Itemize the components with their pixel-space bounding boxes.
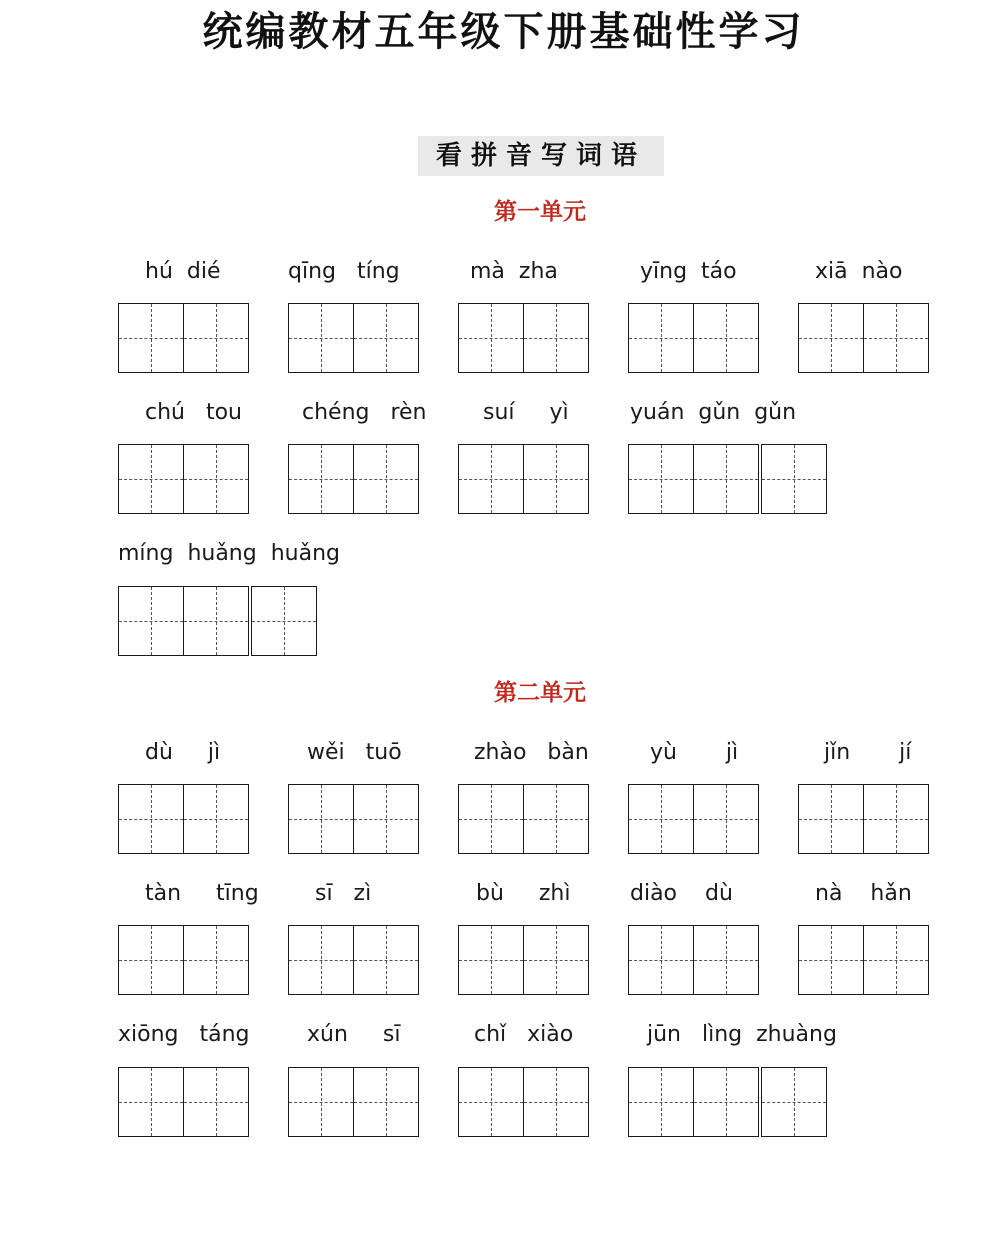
writing-grid <box>118 444 247 514</box>
pinyin-label: xiōng táng <box>118 1022 250 1047</box>
page-title: 统编教材五年级下册基础性学习 <box>202 9 805 55</box>
tianzige-cell[interactable] <box>523 784 589 854</box>
writing-grid <box>798 925 927 995</box>
pinyin-label: nà hǎn <box>815 881 912 906</box>
pinyin-label: tàn tīng <box>145 881 259 906</box>
writing-grid <box>628 444 826 514</box>
pinyin-label: míng huǎng huǎng <box>118 541 340 566</box>
tianzige-cell[interactable] <box>458 444 524 514</box>
pinyin-label: xiā nào <box>815 259 903 284</box>
writing-grid <box>458 1067 587 1137</box>
tianzige-cell[interactable] <box>523 925 589 995</box>
writing-grid <box>458 925 587 995</box>
tianzige-cell[interactable] <box>118 784 184 854</box>
pinyin-label: hú dié <box>145 259 221 284</box>
tianzige-cell[interactable] <box>118 925 184 995</box>
tianzige-cell[interactable] <box>251 586 317 656</box>
tianzige-cell[interactable] <box>628 303 694 373</box>
tianzige-cell[interactable] <box>288 925 354 995</box>
tianzige-cell[interactable] <box>458 303 524 373</box>
tianzige-cell[interactable] <box>288 784 354 854</box>
writing-grid <box>288 444 417 514</box>
tianzige-cell[interactable] <box>353 303 419 373</box>
pinyin-label: suí yì <box>483 400 569 425</box>
tianzige-cell[interactable] <box>458 784 524 854</box>
pinyin-label: mà zha <box>470 259 558 284</box>
pinyin-label: yīng táo <box>640 259 737 284</box>
writing-grid <box>288 1067 417 1137</box>
tianzige-cell[interactable] <box>288 1067 354 1137</box>
tianzige-cell[interactable] <box>628 1067 694 1137</box>
writing-grid <box>118 925 247 995</box>
writing-grid <box>628 303 757 373</box>
tianzige-cell[interactable] <box>761 1067 827 1137</box>
tianzige-cell[interactable] <box>183 586 249 656</box>
tianzige-cell[interactable] <box>863 925 929 995</box>
writing-grid <box>288 784 417 854</box>
tianzige-cell[interactable] <box>798 925 864 995</box>
writing-grid <box>458 784 587 854</box>
pinyin-label: qīng tíng <box>288 259 400 284</box>
tianzige-cell[interactable] <box>183 784 249 854</box>
pinyin-label: yuán gǔn gǔn <box>630 400 797 425</box>
tianzige-cell[interactable] <box>183 925 249 995</box>
pinyin-label: chéng rèn <box>302 400 427 425</box>
pinyin-label: jūn lìng zhuàng <box>647 1022 837 1047</box>
pinyin-label: sī zì <box>315 881 372 906</box>
writing-grid <box>798 303 927 373</box>
tianzige-cell[interactable] <box>693 303 759 373</box>
tianzige-cell[interactable] <box>693 925 759 995</box>
tianzige-cell[interactable] <box>118 444 184 514</box>
tianzige-cell[interactable] <box>628 444 694 514</box>
pinyin-label: xún sī <box>307 1022 401 1047</box>
tianzige-cell[interactable] <box>353 925 419 995</box>
tianzige-cell[interactable] <box>523 303 589 373</box>
tianzige-cell[interactable] <box>693 1067 759 1137</box>
tianzige-cell[interactable] <box>183 303 249 373</box>
section-heading: 看拼音写词语 <box>418 136 664 176</box>
writing-grid <box>798 784 927 854</box>
tianzige-cell[interactable] <box>353 1067 419 1137</box>
writing-grid <box>118 784 247 854</box>
writing-grid <box>458 444 587 514</box>
tianzige-cell[interactable] <box>523 1067 589 1137</box>
tianzige-cell[interactable] <box>693 444 759 514</box>
tianzige-cell[interactable] <box>628 784 694 854</box>
writing-grid <box>288 925 417 995</box>
pinyin-label: diào dù <box>630 881 733 906</box>
pinyin-label: dù jì <box>145 740 221 765</box>
pinyin-label: jǐn jí <box>824 740 912 765</box>
tianzige-cell[interactable] <box>458 925 524 995</box>
writing-grid <box>458 303 587 373</box>
writing-grid <box>628 784 757 854</box>
writing-grid <box>628 925 757 995</box>
tianzige-cell[interactable] <box>628 925 694 995</box>
tianzige-cell[interactable] <box>761 444 827 514</box>
writing-grid <box>118 303 247 373</box>
writing-grid <box>628 1067 826 1137</box>
pinyin-label: zhào bàn <box>474 740 589 765</box>
writing-grid <box>118 1067 247 1137</box>
pinyin-label: wěi tuō <box>307 740 402 765</box>
tianzige-cell[interactable] <box>288 303 354 373</box>
unit-heading-1: 第一单元 <box>494 199 586 225</box>
tianzige-cell[interactable] <box>353 784 419 854</box>
tianzige-cell[interactable] <box>118 586 184 656</box>
tianzige-cell[interactable] <box>183 1067 249 1137</box>
tianzige-cell[interactable] <box>863 784 929 854</box>
writing-grid <box>288 303 417 373</box>
tianzige-cell[interactable] <box>798 784 864 854</box>
tianzige-cell[interactable] <box>798 303 864 373</box>
tianzige-cell[interactable] <box>288 444 354 514</box>
pinyin-label: bù zhì <box>476 881 571 906</box>
tianzige-cell[interactable] <box>118 303 184 373</box>
tianzige-cell[interactable] <box>523 444 589 514</box>
tianzige-cell[interactable] <box>118 1067 184 1137</box>
tianzige-cell[interactable] <box>863 303 929 373</box>
tianzige-cell[interactable] <box>693 784 759 854</box>
tianzige-cell[interactable] <box>183 444 249 514</box>
unit-heading-2: 第二单元 <box>494 680 586 706</box>
tianzige-cell[interactable] <box>353 444 419 514</box>
pinyin-label: yù jì <box>650 740 739 765</box>
writing-grid <box>118 586 316 656</box>
pinyin-label: chú tou <box>145 400 242 425</box>
tianzige-cell[interactable] <box>458 1067 524 1137</box>
pinyin-label: chǐ xiào <box>474 1022 574 1047</box>
